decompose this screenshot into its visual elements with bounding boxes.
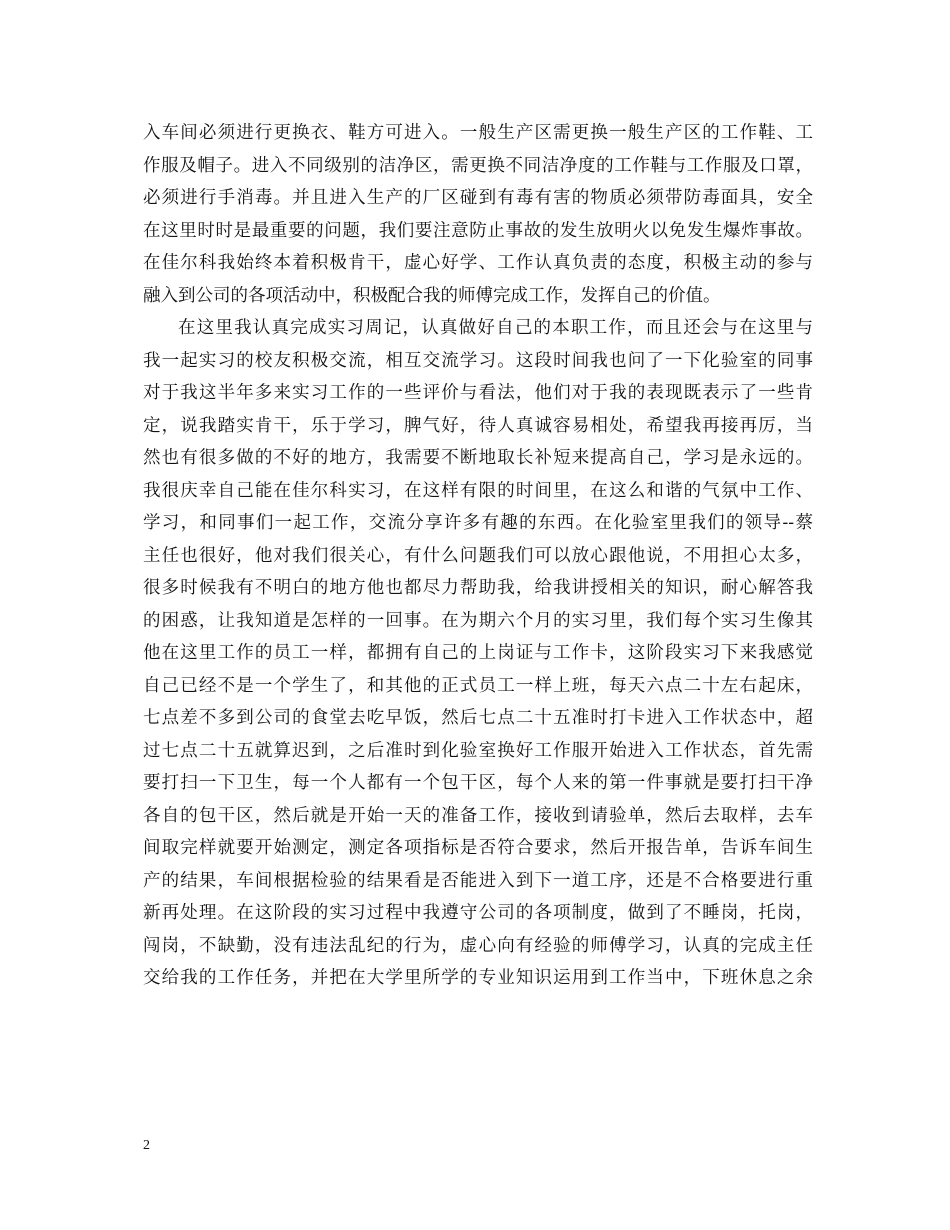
text-line: 我很庆幸自己能在佳尔科实习，在这样有限的时间里，在这么和谐的气氛中工作、: [143, 480, 813, 501]
text-line: 过七点二十五就算迟到，之后准时到化验室换好工作服开始进入工作状态，首先需: [143, 740, 813, 761]
text-line: 定，说我踏实肯干，乐于学习，脾气好，待人真诚容易相处，希望我再接再厉，当: [143, 415, 813, 436]
paragraph: [143, 117, 813, 312]
text-line: 间取完样就要开始测定，测定各项指标是否符合要求，然后开报告单，告诉车间生: [143, 838, 813, 858]
text-line: 自己已经不是一个学生了，和其他的正式员工一样上班，每天六点二十左右起床，: [143, 675, 813, 696]
text-line: 产的结果，车间根据检验的结果看是否能进入到下一道工序，还是不合格要进行重: [143, 870, 813, 891]
text-line: 交给我的工作任务，并把在大学里所学的专业知识运用到工作当中，下班休息之余: [143, 968, 813, 988]
text-line: 融入到公司的各项活动中，积极配合我的师傅完成工作，发挥自己的价值。: [143, 285, 721, 306]
text-line: 入车间必须进行更换衣、鞋方可进入。一般生产区需更换一般生产区的工作鞋、工: [143, 123, 813, 143]
text-line: 要打扫一下卫生，每一个人都有一个包干区，每个人来的第一件事就是要打扫干净: [143, 773, 813, 793]
text-line: 闯岗，不缺勤，没有违法乱纪的行为，虚心向有经验的师傅学习，认真的完成主任: [143, 935, 813, 956]
text-line: 在这里我认真完成实习周记，认真做好自己的本职工作，而且还会与在这里与: [178, 318, 813, 338]
text-line: 新再处理。在这阶段的实习过程中我遵守公司的各项制度，做到了不睡岗，托岗，: [143, 903, 813, 923]
page-number: 2: [143, 1138, 150, 1153]
text-line: 然也有很多做的不好的地方，我需要不断地取长补短来提高自己，学习是永远的。: [143, 448, 813, 468]
paragraph: [143, 312, 813, 995]
text-line: 作服及帽子。进入不同级别的洁净区，需更换不同洁净度的工作鞋与工作服及口罩，: [143, 155, 813, 176]
text-line: 我一起实习的校友积极交流，相互交流学习。这段时间我也问了一下化验室的同事: [143, 350, 813, 371]
text-line: 的困惑，让我知道是怎样的一回事。在为期六个月的实习里，我们每个实习生像其: [143, 610, 813, 631]
text-line: 各自的包干区，然后就是开始一天的准备工作，接收到请验单，然后去取样，去车: [143, 805, 813, 826]
text-line: 必须进行手消毒。并且进入生产的厂区碰到有毒有害的物质必须带防毒面具，安全: [143, 188, 813, 208]
text-line: 七点差不多到公司的食堂去吃早饭，然后七点二十五准时打卡进入工作状态中，超: [143, 708, 813, 728]
text-line: 在这里时时是最重要的问题，我们要注意防止事故的发生放明火以免发生爆炸事故。: [143, 220, 813, 241]
text-line: 很多时候我有不明白的地方他也都尽力帮助我，给我讲授相关的知识，耐心解答我: [143, 578, 813, 598]
text-line: 学习，和同事们一起工作，交流分享许多有趣的东西。在化验室里我们的领导--蔡: [143, 513, 813, 533]
body-text: [143, 117, 813, 995]
text-line: 主任也很好，他对我们很关心，有什么问题我们可以放心跟他说，不用担心太多，: [143, 545, 813, 566]
text-line: 在佳尔科我始终本着积极肯干，虚心好学、工作认真负责的态度，积极主动的参与: [143, 253, 813, 273]
text-line: 对于我这半年多来实习工作的一些评价与看法，他们对于我的表现既表示了一些肯: [143, 383, 813, 403]
text-line: 他在这里工作的员工一样，都拥有自己的上岗证与工作卡，这阶段实习下来我感觉: [143, 643, 813, 663]
